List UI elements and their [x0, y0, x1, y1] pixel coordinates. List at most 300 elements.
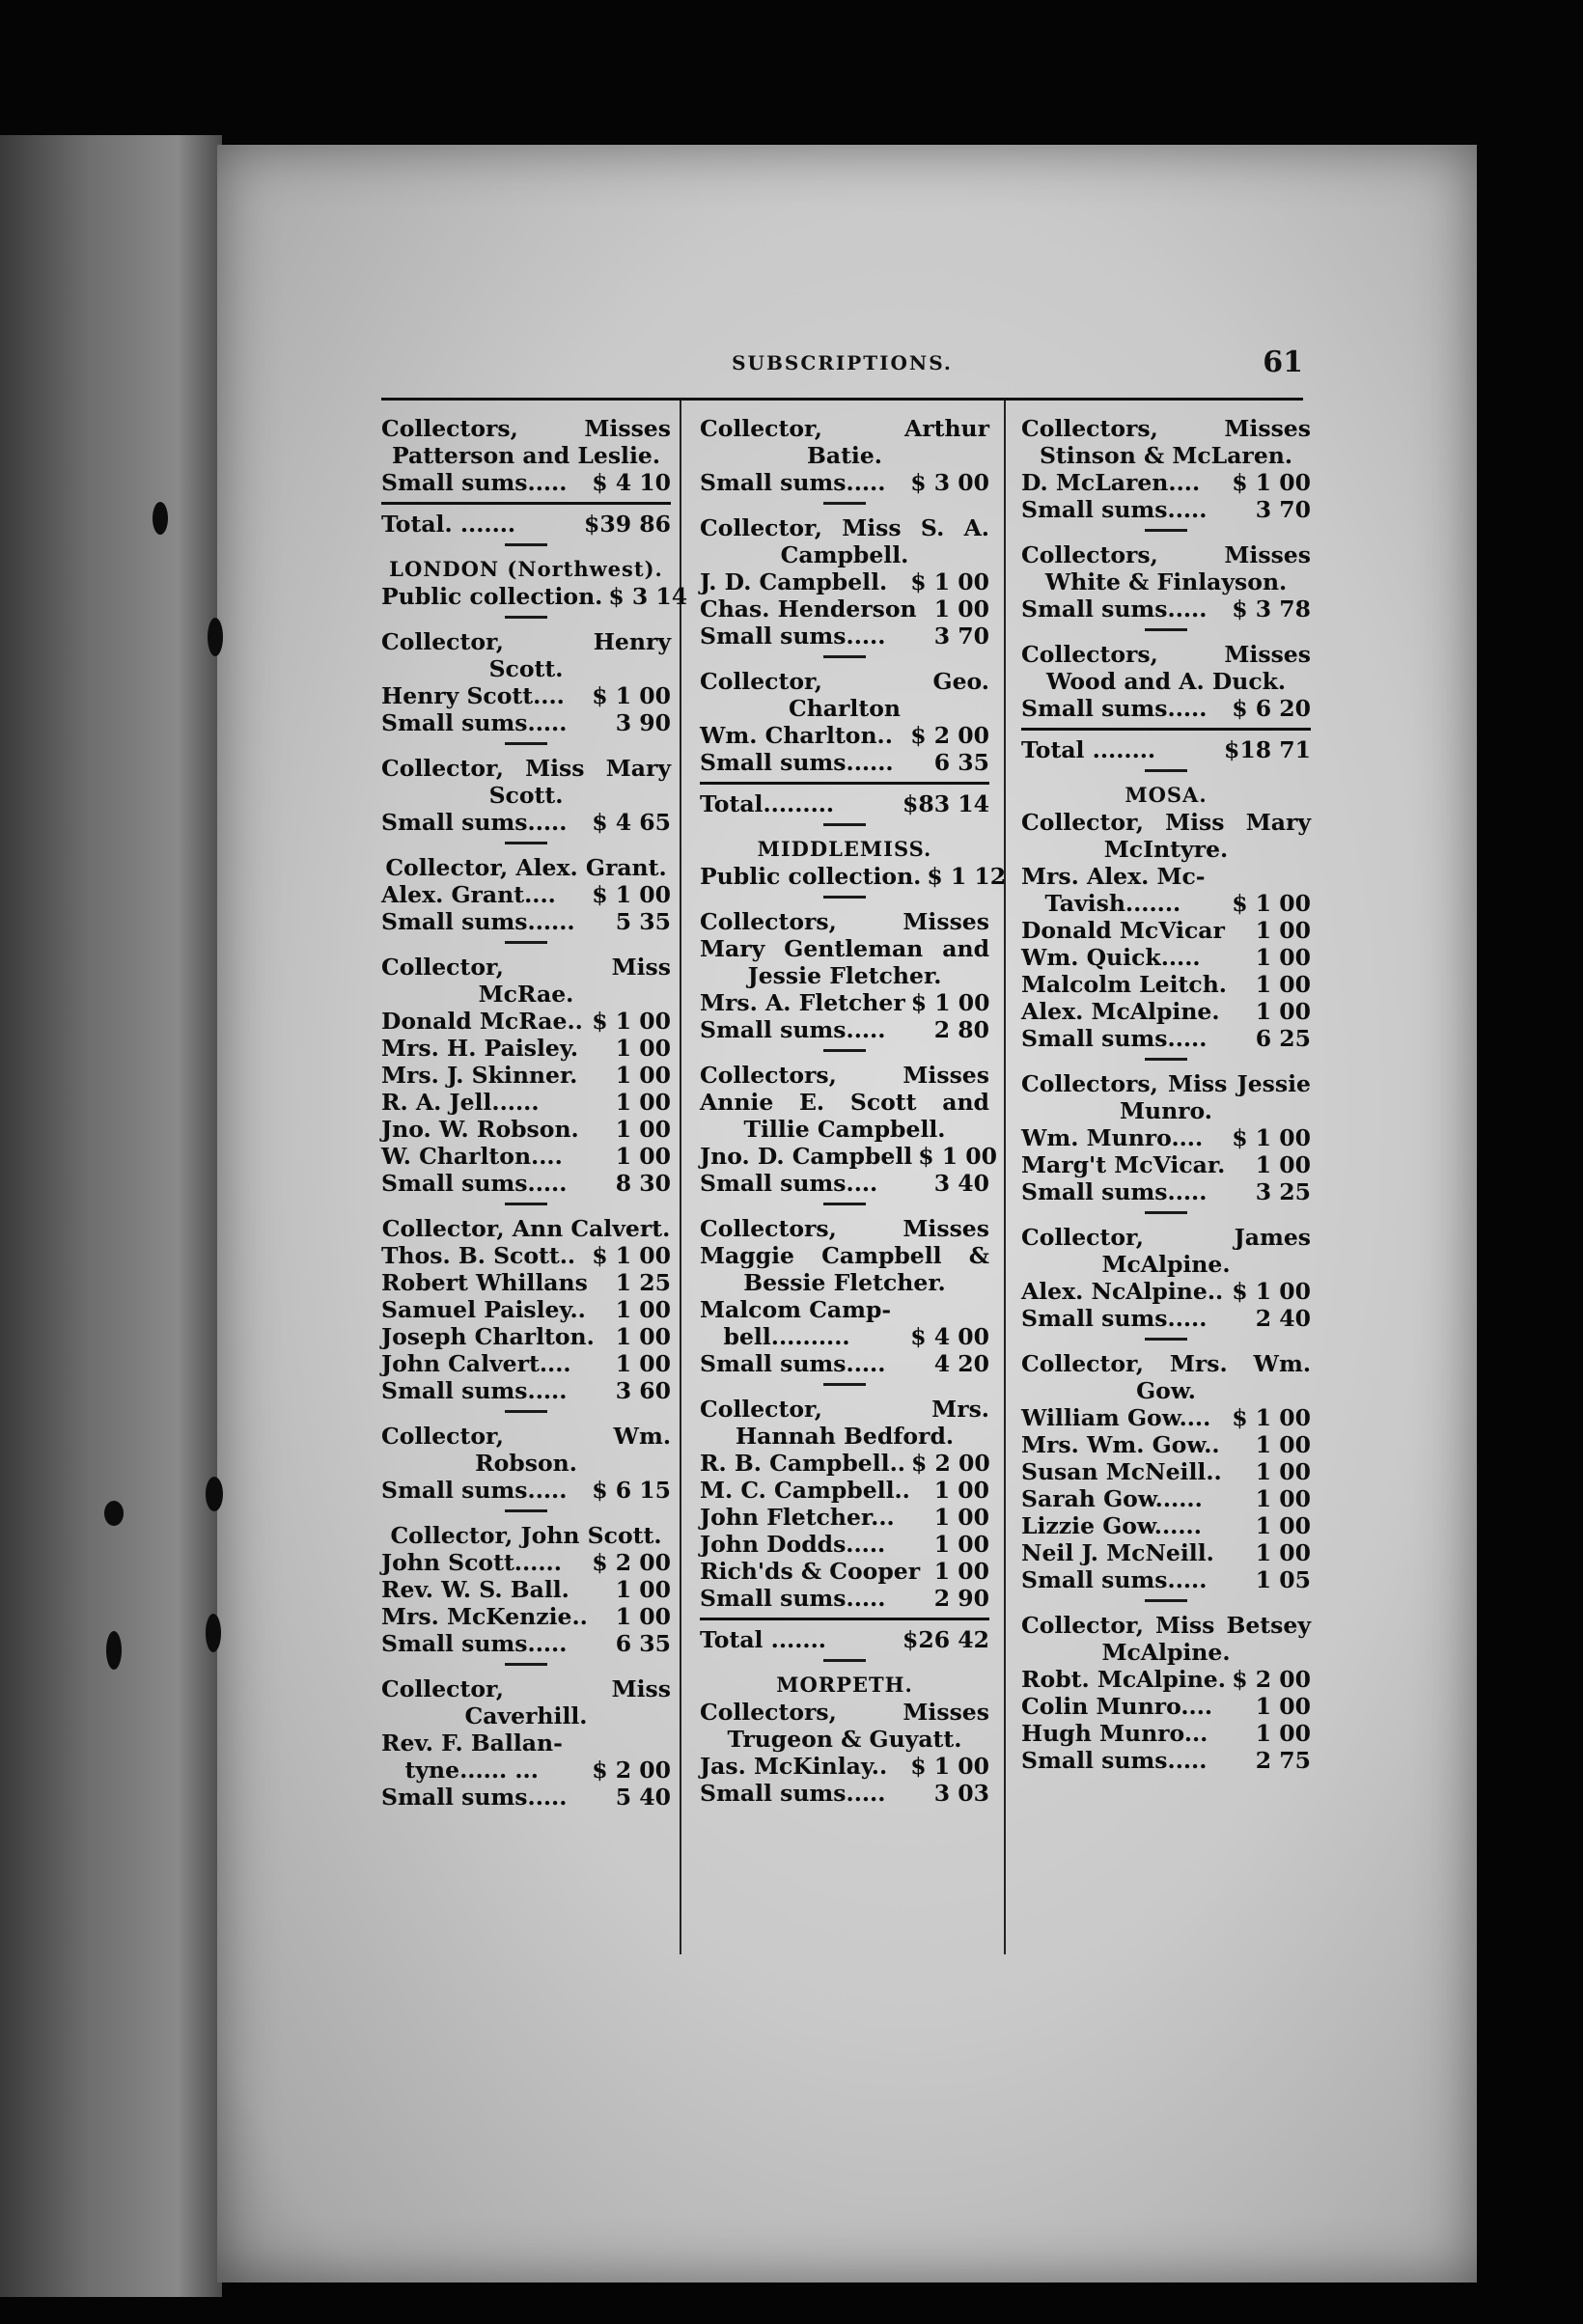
- total-label: Total. .......: [381, 511, 516, 538]
- amount: $ 2 00: [910, 722, 989, 749]
- subscriber-name: Rev. F. Ballan-: [381, 1729, 563, 1757]
- amount: $ 1 00: [592, 881, 671, 908]
- subscription-row: [1021, 1693, 1311, 1720]
- amount: $ 1 00: [592, 682, 671, 709]
- amount: $ 6 20: [1232, 695, 1311, 722]
- binding-hole: [208, 618, 223, 656]
- subscriber-name: Public collection.: [700, 863, 922, 890]
- amount: 3 40: [933, 1170, 989, 1197]
- subscriber-name: Susan McNeill..: [1021, 1458, 1222, 1485]
- subscription-row: [381, 583, 688, 610]
- subscription-row: [700, 622, 989, 650]
- amount: 1 00: [1255, 998, 1311, 1025]
- amount: 8 30: [615, 1170, 671, 1197]
- amount: 1 05: [1255, 1566, 1311, 1593]
- subscription-row: [1021, 1539, 1311, 1566]
- collector-heading: Collectors, Misses Stinson & McLaren.: [1021, 415, 1311, 469]
- subscription-row: [700, 568, 989, 595]
- subscriber-name: Hugh Munro...: [1021, 1720, 1208, 1747]
- subscription-row: [700, 1350, 989, 1377]
- subscriber-name: Small sums.....: [1021, 1305, 1208, 1332]
- collector-heading: Collector, Wm. Robson.: [381, 1423, 671, 1477]
- amount: 1 00: [1255, 1485, 1311, 1512]
- subscription-row: [381, 682, 671, 709]
- total-rule: [381, 502, 671, 505]
- place-heading: MOSA.: [1125, 783, 1208, 807]
- total-label: Total .......: [700, 1626, 826, 1653]
- amount: 5 35: [615, 908, 671, 935]
- subscriber-name: Mrs. H. Paisley.: [381, 1035, 578, 1062]
- place-heading: LONDON (Northwest).: [389, 557, 663, 581]
- amount: 3 70: [1255, 496, 1311, 523]
- collector-heading: Collector, Miss Mary McIntyre.: [1021, 809, 1311, 863]
- total-row: [1021, 736, 1311, 763]
- collector-heading: Collectors, Misses Wood and A. Duck.: [1021, 641, 1311, 695]
- subscription-row: [1021, 1178, 1311, 1205]
- total-row: [700, 1626, 989, 1653]
- subscriber-name: Robt. McAlpine.: [1021, 1666, 1226, 1693]
- subscription-row: [1021, 971, 1311, 998]
- subscription-row: [1021, 469, 1311, 496]
- amount: 1 00: [933, 1531, 989, 1558]
- subscription-row: [381, 1377, 671, 1404]
- collector-heading: Collector, Geo. Charlton: [700, 668, 989, 722]
- subscriber-name: D. McLaren....: [1021, 469, 1201, 496]
- subscriber-name: Public collection.: [381, 583, 603, 610]
- amount: 2 90: [933, 1585, 989, 1612]
- amount: 6 25: [1255, 1025, 1311, 1052]
- subscriber-name: Small sums.....: [381, 1630, 568, 1657]
- subscriber-name: Malcom Camp-: [700, 1296, 892, 1323]
- amount: 6 35: [933, 749, 989, 776]
- collector-heading: Collector, Miss Betsey McAlpine.: [1021, 1612, 1311, 1666]
- section-divider: [505, 742, 547, 745]
- subscription-row: [700, 1531, 989, 1558]
- collector-heading: Collectors, Misses Maggie Campbell & Bessie Fletcher.: [700, 1215, 989, 1296]
- subscription-row: [1021, 1305, 1311, 1332]
- amount: $ 1 12: [927, 863, 1007, 890]
- subscription-row: [381, 1089, 671, 1116]
- amount: 2 80: [933, 1016, 989, 1043]
- subscriber-name: Small sums.....: [1021, 695, 1208, 722]
- subscription-row: [381, 1549, 671, 1576]
- amount: 1 00: [615, 1062, 671, 1089]
- subscriber-name: Small sums.....: [381, 809, 568, 836]
- total-amount: $18 71: [1224, 736, 1311, 763]
- subscriber-name: Wm. Charlton..: [700, 722, 893, 749]
- subscription-row: [700, 1477, 989, 1504]
- section-divider: [505, 1203, 547, 1205]
- subscription-row: [1021, 890, 1311, 917]
- amount: 3 25: [1255, 1178, 1311, 1205]
- subscription-row: [381, 1630, 671, 1657]
- previous-page-edge: [0, 135, 222, 2297]
- subscriber-name: Joseph Charlton.: [381, 1323, 595, 1350]
- subscriber-name: Small sums.....: [1021, 496, 1208, 523]
- subscriber-name: Wm. Quick.....: [1021, 944, 1201, 971]
- column-divider: [680, 401, 681, 1954]
- subscription-row: [381, 1784, 671, 1811]
- subscriber-name: Small sums.....: [700, 469, 886, 496]
- amount: $ 3 14: [608, 583, 688, 610]
- subscriber-name: Samuel Paisley..: [381, 1296, 586, 1323]
- subscriber-name: Small sums.....: [700, 1016, 886, 1043]
- amount: 1 00: [1255, 1720, 1311, 1747]
- subscriber-name: Tavish.......: [1021, 890, 1181, 917]
- subscriber-name: Robert Whillans: [381, 1269, 588, 1296]
- column-divider: [1004, 401, 1006, 1954]
- subscriber-name: Malcolm Leitch.: [1021, 971, 1227, 998]
- subscriber-name: J. D. Campbell.: [700, 568, 888, 595]
- subscription-row: [700, 1323, 989, 1350]
- place-heading: MIDDLEMISS.: [757, 837, 932, 861]
- section-divider: [823, 502, 866, 505]
- subscriber-name: R. B. Campbell..: [700, 1450, 905, 1477]
- amount: $ 1 00: [910, 568, 989, 595]
- collector-heading: Collector, Miss Mary Scott.: [381, 755, 671, 809]
- subscription-row: [381, 469, 671, 496]
- subscription-row: [381, 1062, 671, 1089]
- subscription-row: [381, 1603, 671, 1630]
- subscriber-name: Small sums.....: [700, 622, 886, 650]
- subscription-row: [700, 1780, 989, 1807]
- subscription-row: [381, 1477, 671, 1504]
- collector-heading: Collectors, Misses Annie E. Scott and Tillie Campbell.: [700, 1062, 989, 1143]
- place-heading: MORPETH.: [776, 1673, 913, 1697]
- subscription-row: [700, 1450, 989, 1477]
- section-divider: [505, 842, 547, 844]
- collector-heading: Collector, Mrs. Hannah Bedford.: [700, 1396, 989, 1450]
- subscription-row: [381, 1269, 671, 1296]
- section-divider: [1145, 1058, 1187, 1061]
- subscription-row: [381, 1323, 671, 1350]
- section-divider: [823, 1203, 866, 1205]
- subscription-row: [700, 595, 989, 622]
- binding-hole: [153, 502, 168, 535]
- binding-hole: [104, 1501, 124, 1526]
- amount: $ 1 00: [1232, 1124, 1311, 1151]
- amount: [984, 1296, 989, 1323]
- total-rule: [700, 782, 989, 785]
- collector-heading: Collectors, Misses White & Finlayson.: [1021, 541, 1311, 595]
- amount: 2 75: [1255, 1747, 1311, 1774]
- amount: $ 2 00: [592, 1549, 671, 1576]
- subscriber-name: John Calvert....: [381, 1350, 571, 1377]
- subscriber-name: Rev. W. S. Ball.: [381, 1576, 569, 1603]
- subscriber-name: Small sums....: [700, 1170, 878, 1197]
- amount: 1 00: [933, 1558, 989, 1585]
- section-divider: [1145, 1599, 1187, 1602]
- total-rule: [700, 1618, 989, 1620]
- subscription-row: [381, 908, 671, 935]
- amount: $ 4 10: [592, 469, 671, 496]
- amount: 1 00: [615, 1576, 671, 1603]
- subscriber-name: Small sums.....: [381, 1377, 568, 1404]
- section-divider: [505, 1410, 547, 1413]
- collector-heading: Collectors, Miss Jessie Munro.: [1021, 1070, 1311, 1124]
- amount: 2 40: [1255, 1305, 1311, 1332]
- amount: 1 00: [1255, 1431, 1311, 1458]
- amount: 1 00: [615, 1296, 671, 1323]
- subscriber-name: Colin Munro....: [1021, 1693, 1213, 1720]
- amount: $ 1 00: [1232, 1278, 1311, 1305]
- total-amount: $83 14: [903, 790, 989, 817]
- subscriber-name: Small sums.....: [1021, 1178, 1208, 1205]
- subscription-row: [1021, 595, 1311, 622]
- amount: 1 00: [615, 1143, 671, 1170]
- subscriber-name: Mrs. J. Skinner.: [381, 1062, 578, 1089]
- subscriber-name: W. Charlton....: [381, 1143, 563, 1170]
- subscriber-name: Jas. McKinlay..: [700, 1753, 888, 1780]
- subscription-row: [1021, 944, 1311, 971]
- amount: [1305, 863, 1311, 890]
- subscriber-name: Small sums.....: [381, 709, 568, 736]
- amount: 1 00: [1255, 1539, 1311, 1566]
- amount: $ 4 00: [910, 1323, 989, 1350]
- amount: 3 60: [615, 1377, 671, 1404]
- subscription-row: [381, 1008, 671, 1035]
- subscription-row: [700, 989, 989, 1016]
- amount: $ 4 65: [592, 809, 671, 836]
- subscription-row: [381, 1242, 671, 1269]
- collector-heading: Collector, Miss Caverhill.: [381, 1675, 671, 1729]
- section-divider: [505, 543, 547, 546]
- subscription-row: [381, 1143, 671, 1170]
- column-1: [381, 415, 688, 1811]
- subscription-row: [700, 1143, 997, 1170]
- amount: 1 00: [1255, 1151, 1311, 1178]
- amount: 1 00: [1255, 944, 1311, 971]
- amount: $ 1 00: [1232, 890, 1311, 917]
- total-row: [700, 790, 989, 817]
- subscription-row: [1021, 1666, 1311, 1693]
- section-divider: [505, 616, 547, 619]
- subscription-row: [381, 1170, 671, 1197]
- section-divider: [1145, 1211, 1187, 1214]
- collector-heading: Collector, Miss S. A. Campbell.: [700, 514, 989, 568]
- subscriber-name: Alex. McAlpine.: [1021, 998, 1220, 1025]
- page-header: [381, 346, 1303, 388]
- subscription-row: [1021, 496, 1311, 523]
- binding-hole: [206, 1477, 223, 1511]
- subscriber-name: Wm. Munro....: [1021, 1124, 1204, 1151]
- subscriber-name: Mrs. Wm. Gow..: [1021, 1431, 1220, 1458]
- amount: [665, 1729, 671, 1757]
- subscription-row: [1021, 1566, 1311, 1593]
- subscription-row: [1021, 1747, 1311, 1774]
- binding-hole: [206, 1614, 221, 1652]
- subscription-row: [381, 809, 671, 836]
- amount: 3 03: [933, 1780, 989, 1807]
- subscriber-name: John Scott......: [381, 1549, 562, 1576]
- total-row: [381, 511, 671, 538]
- section-divider: [823, 655, 866, 658]
- amount: $ 2 00: [1232, 1666, 1311, 1693]
- subscription-row: [1021, 1458, 1311, 1485]
- subscription-row: [381, 709, 671, 736]
- amount: 4 20: [933, 1350, 989, 1377]
- subscription-row: [700, 469, 989, 496]
- subscription-row: [1021, 998, 1311, 1025]
- subscription-row: [1021, 1404, 1311, 1431]
- amount: 1 00: [933, 1504, 989, 1531]
- subscriber-name: Small sums.....: [700, 1585, 886, 1612]
- collector-heading: Collector, James McAlpine.: [1021, 1224, 1311, 1278]
- amount: $ 1 00: [910, 989, 990, 1016]
- total-rule: [1021, 728, 1311, 731]
- subscriber-name: John Dodds.....: [700, 1531, 886, 1558]
- subscription-row: [1021, 1431, 1311, 1458]
- amount: 1 00: [615, 1350, 671, 1377]
- subscriber-name: Thos. B. Scott..: [381, 1242, 576, 1269]
- amount: $ 2 00: [592, 1757, 671, 1784]
- collector-heading: Collector, Miss McRae.: [381, 954, 671, 1008]
- subscription-row: [700, 749, 989, 776]
- column-3: [1021, 415, 1311, 1774]
- amount: 1 00: [615, 1323, 671, 1350]
- section-divider: [505, 1663, 547, 1666]
- amount: $ 1 00: [592, 1008, 671, 1035]
- subscriber-name: Alex. Grant....: [381, 881, 556, 908]
- subscription-row: [700, 1504, 989, 1531]
- amount: 1 00: [1255, 1512, 1311, 1539]
- subscriber-name: Small sums......: [381, 908, 575, 935]
- section-divider: [505, 941, 547, 944]
- subscription-row: [1021, 1485, 1311, 1512]
- subscription-row: [700, 1753, 989, 1780]
- subscription-row: [1021, 1151, 1311, 1178]
- subscription-row: [1021, 863, 1311, 890]
- section-divider: [1145, 1338, 1187, 1341]
- section-divider: [823, 1383, 866, 1386]
- subscription-row: [1021, 1720, 1311, 1747]
- subscriber-name: Donald McRae..: [381, 1008, 583, 1035]
- subscription-row: [1021, 1124, 1311, 1151]
- amount: $ 3 00: [910, 469, 989, 496]
- subscription-row: [1021, 1025, 1311, 1052]
- subscriber-name: Marg't McVicar.: [1021, 1151, 1226, 1178]
- subscriber-name: Lizzie Gow......: [1021, 1512, 1202, 1539]
- subscriber-name: tyne...... ...: [381, 1757, 539, 1784]
- section-divider: [505, 1509, 547, 1512]
- amount: 3 70: [933, 622, 989, 650]
- page-title: SUBSCRIPTIONS.: [732, 351, 953, 374]
- amount: 1 00: [615, 1035, 671, 1062]
- subscriber-name: Mrs. Alex. Mc-: [1021, 863, 1206, 890]
- subscription-row: [381, 1576, 671, 1603]
- subscription-row: [381, 1035, 671, 1062]
- collector-heading: Collector, John Scott.: [390, 1522, 662, 1549]
- section-divider: [823, 1659, 866, 1662]
- collector-heading: Collector, Alex. Grant.: [385, 854, 667, 881]
- amount: $ 3 78: [1232, 595, 1311, 622]
- subscriber-name: Small sums.....: [1021, 595, 1208, 622]
- subscriber-name: Small sums.....: [1021, 1025, 1208, 1052]
- subscriber-name: Alex. NcAlpine..: [1021, 1278, 1224, 1305]
- amount: 1 00: [1255, 1458, 1311, 1485]
- subscription-row: [700, 863, 1007, 890]
- subscription-row: [1021, 1278, 1311, 1305]
- subscriber-name: Sarah Gow......: [1021, 1485, 1203, 1512]
- collector-heading: Collectors, Misses Patterson and Leslie.: [381, 415, 671, 469]
- subscriber-name: John Fletcher...: [700, 1504, 895, 1531]
- subscriber-name: Henry Scott....: [381, 682, 565, 709]
- amount: $ 1 00: [592, 1242, 671, 1269]
- subscriber-name: Chas. Henderson: [700, 595, 917, 622]
- collector-heading: Collector, Ann Calvert.: [381, 1215, 671, 1242]
- section-divider: [823, 823, 866, 826]
- subscription-row: [381, 1757, 671, 1784]
- collector-heading: Collector, Henry Scott.: [381, 628, 671, 682]
- subscriber-name: Small sums.....: [700, 1350, 886, 1377]
- subscription-row: [700, 1016, 989, 1043]
- subscription-row: [700, 1170, 989, 1197]
- subscription-row: [381, 1729, 671, 1757]
- subscription-row: [381, 1350, 671, 1377]
- amount: 3 90: [615, 709, 671, 736]
- subscriber-name: Small sums.....: [1021, 1747, 1208, 1774]
- total-amount: $39 86: [584, 511, 671, 538]
- section-divider: [823, 896, 866, 899]
- subscriber-name: Rich'ds & Cooper: [700, 1558, 921, 1585]
- total-label: Total ........: [1021, 736, 1156, 763]
- amount: 1 00: [933, 1477, 989, 1504]
- subscriber-name: Small sums.....: [1021, 1566, 1208, 1593]
- amount: 1 25: [615, 1269, 671, 1296]
- subscription-row: [700, 1558, 989, 1585]
- subscriber-name: Small sums.....: [381, 1170, 568, 1197]
- subscriber-name: Small sums......: [700, 749, 894, 776]
- subscription-row: [381, 881, 671, 908]
- subscriber-name: Mrs. McKenzie..: [381, 1603, 588, 1630]
- section-divider: [1145, 529, 1187, 532]
- subscriber-name: Mrs. A. Fletcher: [700, 989, 905, 1016]
- collector-heading: Collector, Arthur Batie.: [700, 415, 989, 469]
- binding-hole: [106, 1631, 122, 1670]
- amount: 1 00: [615, 1603, 671, 1630]
- subscriber-name: R. A. Jell......: [381, 1089, 540, 1116]
- subscriber-name: Small sums.....: [700, 1780, 886, 1807]
- subscriber-name: bell..........: [700, 1323, 850, 1350]
- page-number: 61: [1263, 346, 1303, 379]
- subscriber-name: Jno. W. Robson.: [381, 1116, 579, 1143]
- subscriber-name: Small sums.....: [381, 1477, 568, 1504]
- total-label: Total.........: [700, 790, 835, 817]
- total-amount: $26 42: [903, 1626, 989, 1653]
- subscriber-name: Small sums.....: [381, 1784, 568, 1811]
- amount: 1 00: [1255, 917, 1311, 944]
- amount: $ 6 15: [592, 1477, 671, 1504]
- amount: $ 1 00: [918, 1143, 997, 1170]
- subscription-row: [700, 1296, 989, 1323]
- amount: 5 40: [615, 1784, 671, 1811]
- amount: 1 00: [933, 595, 989, 622]
- subscriber-name: William Gow....: [1021, 1404, 1211, 1431]
- subscriber-name: Small sums.....: [381, 469, 568, 496]
- collector-heading: Collectors, Misses Mary Gentleman and Jessie Fletcher.: [700, 908, 989, 989]
- subscription-row: [381, 1116, 671, 1143]
- amount: $ 2 00: [910, 1450, 990, 1477]
- amount: 1 00: [1255, 1693, 1311, 1720]
- subscription-row: [1021, 1512, 1311, 1539]
- header-rule: [381, 398, 1303, 401]
- amount: 1 00: [1255, 971, 1311, 998]
- section-divider: [1145, 628, 1187, 631]
- subscription-row: [1021, 695, 1311, 722]
- amount: $ 1 00: [1232, 1404, 1311, 1431]
- amount: $ 1 00: [1232, 469, 1311, 496]
- subscriber-name: Jno. D. Campbell: [700, 1143, 913, 1170]
